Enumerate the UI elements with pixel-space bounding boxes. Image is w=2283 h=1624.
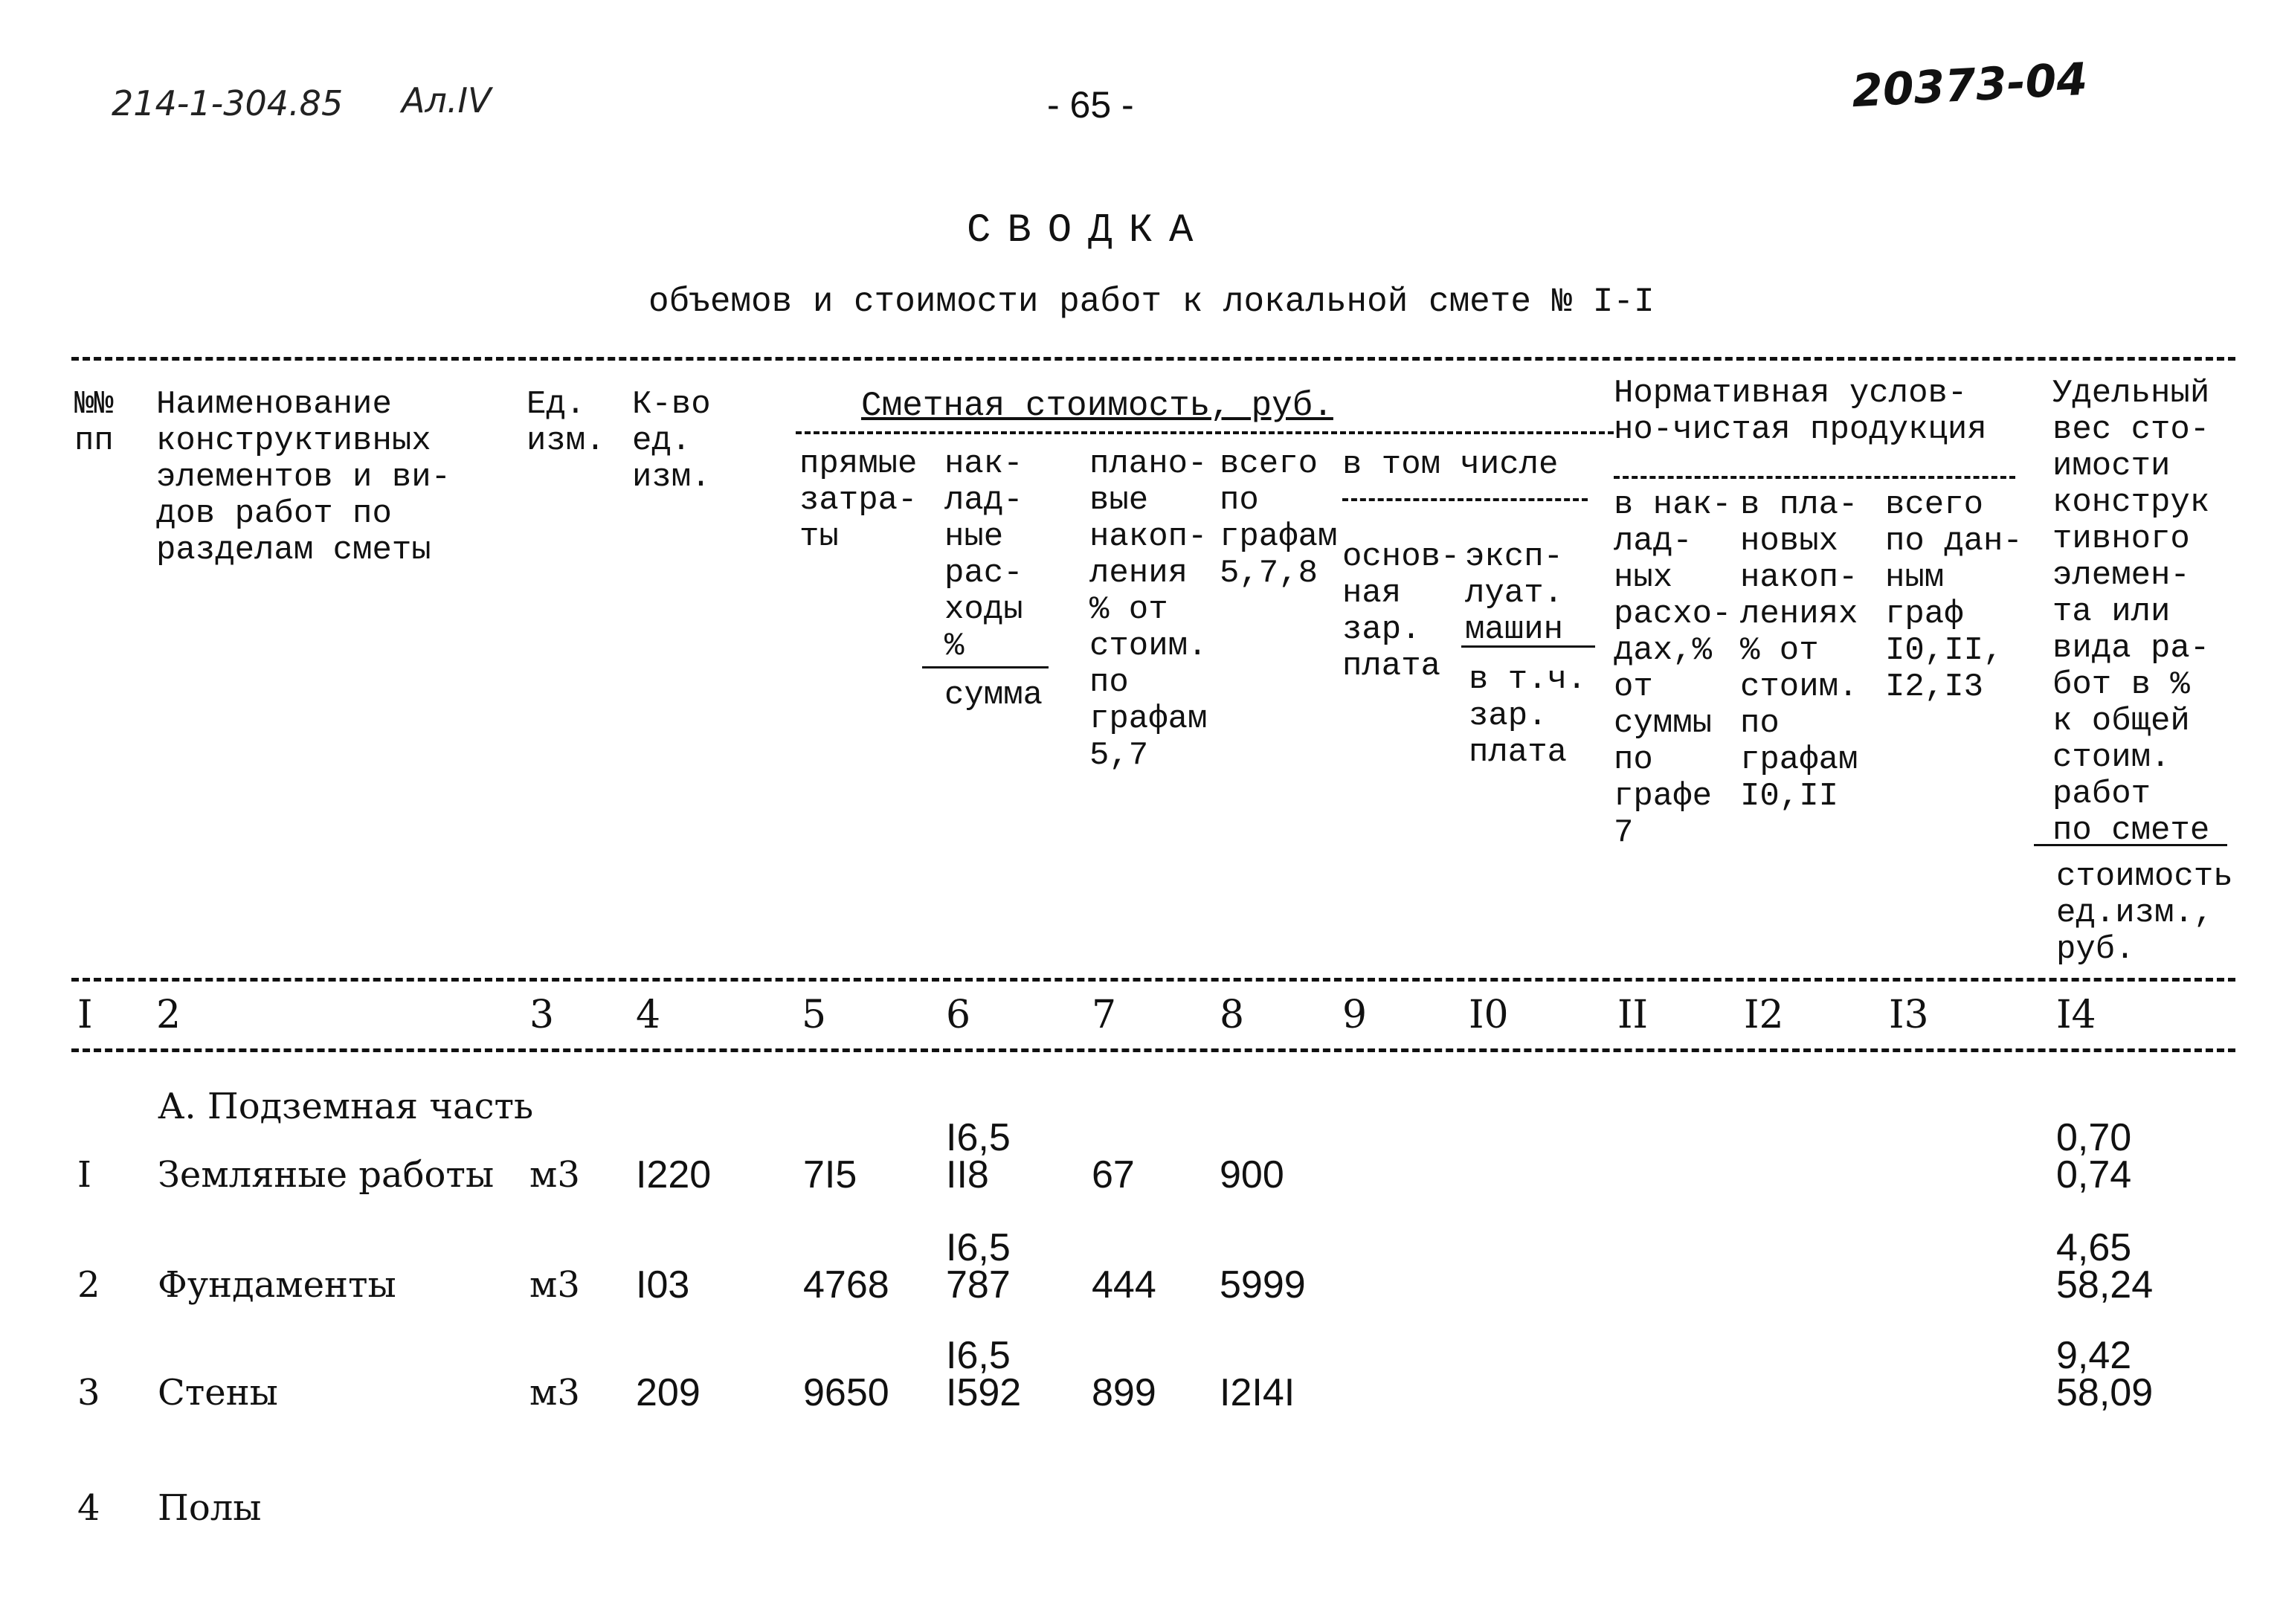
column-number: II [1617, 993, 1649, 1037]
column-number-bottom-rule [71, 1048, 2235, 1052]
col-header-8: всего по графам 5,7,8 [1220, 445, 1338, 592]
document-code-left: 214-1-304.85 [112, 83, 344, 123]
col-10-divider [1461, 645, 1595, 648]
col-header-14-sub: стоимость ед.изм., руб. [2056, 858, 2233, 968]
column-number: 4 [636, 993, 661, 1037]
column-number: 2 [156, 993, 181, 1037]
row-unit: м3 [529, 1154, 580, 1196]
row-unit-cost: 58,09 [2056, 1371, 2154, 1414]
col-header-6-sub: сумма [944, 677, 1043, 714]
group-header-vtom: в том числе [1342, 446, 1559, 483]
col-header-1: №№ пп [74, 386, 114, 460]
row-qty: I03 [636, 1263, 690, 1306]
col-header-3: Ед. изм. [527, 386, 605, 460]
column-number: I3 [1889, 993, 1929, 1037]
document-title: СВОДКА [967, 208, 1210, 254]
group-header-norm: Нормативная услов- но-чистая продукция [1614, 375, 1987, 448]
col-header-14: Удельный вес сто- имости конструк тивного элемен- та или вида ра- бот в % к общей стоим. работ по смете [2052, 375, 2210, 849]
row-direct: 9650 [803, 1371, 889, 1414]
column-number: 9 [1342, 993, 1368, 1037]
row-qty: I220 [636, 1153, 712, 1196]
document-code-right: 20373-04 [1850, 53, 2089, 118]
row-number: 4 [77, 1487, 100, 1529]
row-unit-cost: 0,74 [2056, 1153, 2132, 1196]
row-number: 2 [77, 1264, 100, 1306]
row-number: I [77, 1154, 91, 1196]
album-code: Ал.IV [402, 80, 492, 120]
row-overhead-sum: 787 [946, 1263, 1011, 1306]
col-header-12: в пла- новых накоп- лениях % от стоим. по графам I0,II [1740, 486, 1858, 815]
col-header-6: нак- лад- ные рас- ходы % [944, 445, 1023, 665]
row-total: 900 [1220, 1153, 1284, 1196]
column-number: 7 [1092, 993, 1117, 1037]
column-number: 3 [529, 993, 555, 1037]
col-header-2: Наименование конструктивных элементов и ви- дов работ по разделам сметы [156, 386, 451, 569]
column-number: 5 [802, 993, 827, 1037]
col-header-11: в нак- лад- ных расхо- дах,% от суммы по графе 7 [1614, 486, 1732, 851]
col-header-4: К-во ед. изм. [632, 386, 711, 496]
column-number: I4 [2056, 993, 2096, 1037]
row-overhead-sum: I592 [946, 1371, 1022, 1414]
row-direct: 4768 [803, 1263, 889, 1306]
row-overhead-sum: II8 [946, 1153, 989, 1196]
column-number-top-rule [71, 978, 2235, 982]
row-planned: 444 [1092, 1263, 1156, 1306]
col-6-divider [922, 666, 1049, 668]
column-number: I [77, 993, 93, 1037]
row-overhead-pct: I6,5 [946, 1226, 1011, 1269]
row-unit: м3 [529, 1264, 580, 1306]
row-total: I2I4I [1220, 1371, 1295, 1414]
row-qty: 209 [636, 1371, 701, 1414]
column-number: 6 [946, 993, 971, 1037]
row-total: 5999 [1220, 1263, 1306, 1306]
group-norm-rule [1614, 476, 2015, 479]
page-number: - 65 - [1047, 84, 1134, 126]
row-name: Стены [158, 1372, 278, 1414]
col-header-13: всего по дан- ным граф I0,II, I2,I3 [1885, 486, 2023, 706]
group-vtom-rule [1342, 498, 1588, 501]
group-smeta-rule [796, 431, 1614, 434]
col-header-5: прямые затра- ты [799, 445, 918, 555]
row-planned: 67 [1092, 1153, 1135, 1196]
col-14-divider [2034, 844, 2227, 846]
table-top-rule [71, 357, 2235, 361]
col-header-10-sub: в т.ч. зар. плата [1469, 661, 1587, 771]
group-header-smeta: Сметная стоимость, руб. [861, 387, 1333, 425]
column-number: 8 [1220, 993, 1245, 1037]
row-unit: м3 [529, 1372, 580, 1414]
row-share: 0,70 [2056, 1116, 2132, 1159]
row-number: 3 [77, 1372, 100, 1414]
row-name: Земляные работы [158, 1154, 495, 1196]
row-share: 9,42 [2056, 1334, 2132, 1377]
col-header-10: эксп- луат. машин [1465, 538, 1564, 648]
section-heading: А. Подземная часть [158, 1086, 534, 1127]
column-number: I2 [1744, 993, 1784, 1037]
row-direct: 7I5 [803, 1153, 857, 1196]
row-planned: 899 [1092, 1371, 1156, 1414]
row-overhead-pct: I6,5 [946, 1116, 1011, 1159]
row-overhead-pct: I6,5 [946, 1334, 1011, 1377]
row-name: Полы [158, 1487, 262, 1529]
document-subtitle: объемов и стоимости работ к локальной смете № I-I [648, 283, 1655, 321]
col-header-7: плано- вые накоп- ления % от стоим. по графам 5,7 [1089, 445, 1208, 774]
row-share: 4,65 [2056, 1226, 2132, 1269]
column-number: I0 [1469, 993, 1509, 1037]
col-header-9: основ- ная зар. плата [1342, 538, 1461, 685]
row-unit-cost: 58,24 [2056, 1263, 2154, 1306]
row-name: Фундаменты [158, 1264, 396, 1306]
